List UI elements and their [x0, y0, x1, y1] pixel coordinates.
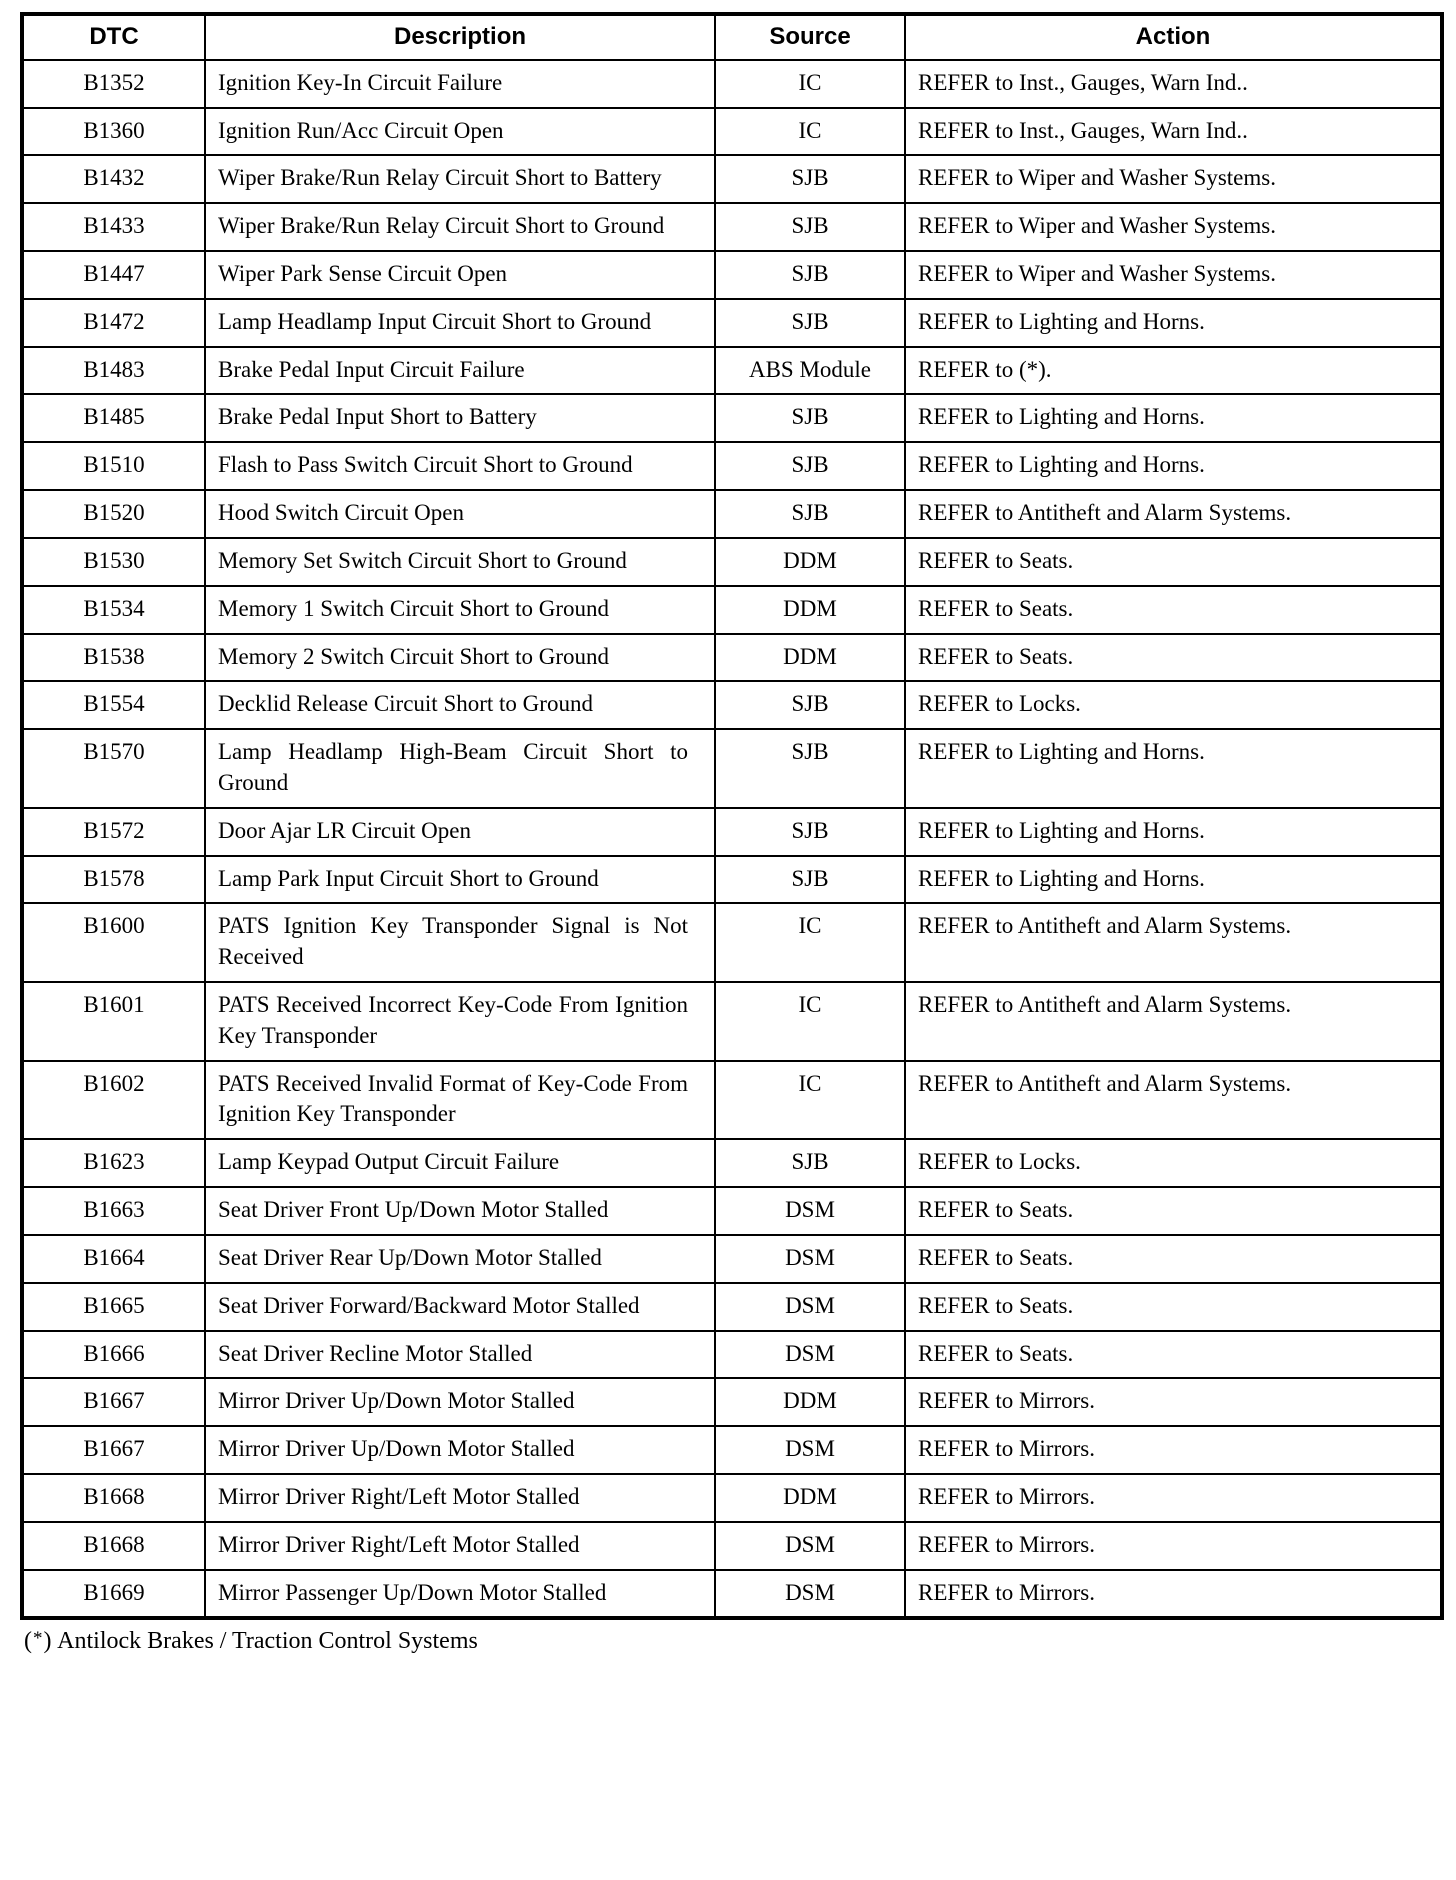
cell-source: DDM [715, 1474, 905, 1522]
cell-dtc: B1483 [22, 347, 205, 395]
cell-action: REFER to Inst., Gauges, Warn Ind.. [905, 60, 1442, 108]
table-row [22, 299, 1442, 347]
cell-dtc: B1520 [22, 490, 205, 538]
cell-action: REFER to Mirrors. [905, 1522, 1442, 1570]
cell-source: IC [715, 982, 905, 1061]
cell-action: REFER to Mirrors. [905, 1426, 1442, 1474]
footnote-marker: (*) [24, 1628, 53, 1655]
cell-description: PATS Received Invalid Format of Key-Code From Ignition Key Transponder [205, 1061, 715, 1140]
cell-source: DDM [715, 634, 905, 682]
cell-description: Memory 1 Switch Circuit Short to Ground [205, 586, 715, 634]
cell-source: SJB [715, 1139, 905, 1187]
table-row [22, 1283, 1442, 1331]
cell-action: REFER to Lighting and Horns. [905, 394, 1442, 442]
cell-dtc: B1352 [22, 60, 205, 108]
cell-source: SJB [715, 155, 905, 203]
table-row [22, 856, 1442, 904]
cell-source: SJB [715, 729, 905, 808]
cell-source: IC [715, 60, 905, 108]
cell-dtc: B1433 [22, 203, 205, 251]
cell-dtc: B1667 [22, 1426, 205, 1474]
cell-source: DSM [715, 1283, 905, 1331]
cell-dtc: B1472 [22, 299, 205, 347]
cell-description: Lamp Keypad Output Circuit Failure [205, 1139, 715, 1187]
cell-dtc: B1663 [22, 1187, 205, 1235]
cell-dtc: B1530 [22, 538, 205, 586]
cell-dtc: B1572 [22, 808, 205, 856]
column-header-dtc: DTC [22, 14, 205, 60]
cell-dtc: B1601 [22, 982, 205, 1061]
cell-action: REFER to Locks. [905, 681, 1442, 729]
asterisk-marker: * [33, 1628, 44, 1650]
cell-source: DSM [715, 1522, 905, 1570]
table-row [22, 1187, 1442, 1235]
cell-source: DSM [715, 1187, 905, 1235]
cell-action: REFER to Inst., Gauges, Warn Ind.. [905, 108, 1442, 156]
cell-source: SJB [715, 442, 905, 490]
table-row [22, 634, 1442, 682]
table-row [22, 538, 1442, 586]
cell-description: Wiper Brake/Run Relay Circuit Short to Battery [205, 155, 715, 203]
cell-source: IC [715, 108, 905, 156]
table-row [22, 251, 1442, 299]
cell-dtc: B1600 [22, 903, 205, 982]
cell-action: REFER to Mirrors. [905, 1570, 1442, 1619]
cell-action: REFER to Lighting and Horns. [905, 729, 1442, 808]
cell-source: SJB [715, 490, 905, 538]
table-row [22, 729, 1442, 808]
cell-dtc: B1447 [22, 251, 205, 299]
cell-dtc: B1432 [22, 155, 205, 203]
cell-action: REFER to Seats. [905, 538, 1442, 586]
table-row [22, 982, 1442, 1061]
table-row [22, 681, 1442, 729]
cell-action: REFER to Antitheft and Alarm Systems. [905, 982, 1442, 1061]
cell-action: REFER to Lighting and Horns. [905, 808, 1442, 856]
table-row [22, 108, 1442, 156]
table-row [22, 490, 1442, 538]
cell-description: Brake Pedal Input Short to Battery [205, 394, 715, 442]
cell-source: SJB [715, 299, 905, 347]
cell-action: REFER to Antitheft and Alarm Systems. [905, 1061, 1442, 1140]
cell-description: Hood Switch Circuit Open [205, 490, 715, 538]
cell-description: Seat Driver Rear Up/Down Motor Stalled [205, 1235, 715, 1283]
footnote-text: Antilock Brakes / Traction Control Systems [52, 1628, 478, 1655]
cell-dtc: B1510 [22, 442, 205, 490]
cell-description: Wiper Park Sense Circuit Open [205, 251, 715, 299]
cell-description: Flash to Pass Switch Circuit Short to Ground [205, 442, 715, 490]
cell-description: Memory Set Switch Circuit Short to Ground [205, 538, 715, 586]
cell-dtc: B1623 [22, 1139, 205, 1187]
table-header [22, 14, 1442, 60]
cell-action: REFER to Wiper and Washer Systems. [905, 251, 1442, 299]
cell-description: Door Ajar LR Circuit Open [205, 808, 715, 856]
table-row [22, 1426, 1442, 1474]
table-row [22, 347, 1442, 395]
dtc-table-body [22, 60, 1442, 1619]
cell-source: DDM [715, 586, 905, 634]
cell-action: REFER to Seats. [905, 1187, 1442, 1235]
cell-dtc: B1538 [22, 634, 205, 682]
column-header-source: Source [715, 14, 905, 60]
cell-description: Lamp Headlamp High-Beam Circuit Short to Ground [205, 729, 715, 808]
cell-action: REFER to (*). [905, 347, 1442, 395]
cell-dtc: B1668 [22, 1522, 205, 1570]
cell-description: Lamp Park Input Circuit Short to Ground [205, 856, 715, 904]
cell-description: Ignition Run/Acc Circuit Open [205, 108, 715, 156]
cell-action: REFER to Seats. [905, 1283, 1442, 1331]
column-header-description: Description [205, 14, 715, 60]
cell-action: REFER to Seats. [905, 1235, 1442, 1283]
cell-source: ABS Module [715, 347, 905, 395]
cell-description: Brake Pedal Input Circuit Failure [205, 347, 715, 395]
cell-source: DSM [715, 1426, 905, 1474]
cell-dtc: B1666 [22, 1331, 205, 1379]
cell-source: DSM [715, 1570, 905, 1619]
cell-description: Lamp Headlamp Input Circuit Short to Ground [205, 299, 715, 347]
cell-source: DDM [715, 1378, 905, 1426]
cell-description: Mirror Driver Up/Down Motor Stalled [205, 1426, 715, 1474]
cell-dtc: B1668 [22, 1474, 205, 1522]
table-row [22, 394, 1442, 442]
cell-action: REFER to Mirrors. [905, 1378, 1442, 1426]
cell-action: REFER to Antitheft and Alarm Systems. [905, 903, 1442, 982]
table-row [22, 1378, 1442, 1426]
cell-dtc: B1570 [22, 729, 205, 808]
cell-source: IC [715, 1061, 905, 1140]
column-header-action: Action [905, 14, 1442, 60]
cell-source: SJB [715, 203, 905, 251]
cell-description: Mirror Driver Right/Left Motor Stalled [205, 1474, 715, 1522]
cell-dtc: B1360 [22, 108, 205, 156]
cell-description: Ignition Key-In Circuit Failure [205, 60, 715, 108]
cell-action: REFER to Wiper and Washer Systems. [905, 203, 1442, 251]
table-row [22, 442, 1442, 490]
cell-dtc: B1669 [22, 1570, 205, 1619]
cell-source: SJB [715, 808, 905, 856]
cell-source: SJB [715, 856, 905, 904]
cell-dtc: B1664 [22, 1235, 205, 1283]
cell-dtc: B1665 [22, 1283, 205, 1331]
cell-action: REFER to Seats. [905, 586, 1442, 634]
table-row [22, 155, 1442, 203]
cell-action: REFER to Wiper and Washer Systems. [905, 155, 1442, 203]
table-row [22, 1061, 1442, 1140]
cell-description: Mirror Driver Right/Left Motor Stalled [205, 1522, 715, 1570]
table-row [22, 903, 1442, 982]
table-row [22, 808, 1442, 856]
cell-description: Wiper Brake/Run Relay Circuit Short to Ground [205, 203, 715, 251]
cell-description: Mirror Passenger Up/Down Motor Stalled [205, 1570, 715, 1619]
cell-dtc: B1602 [22, 1061, 205, 1140]
cell-action: REFER to Seats. [905, 634, 1442, 682]
cell-action: REFER to Lighting and Horns. [905, 299, 1442, 347]
header-row [22, 14, 1442, 60]
cell-action: REFER to Seats. [905, 1331, 1442, 1379]
cell-source: SJB [715, 251, 905, 299]
table-row [22, 60, 1442, 108]
cell-dtc: B1578 [22, 856, 205, 904]
cell-description: Memory 2 Switch Circuit Short to Ground [205, 634, 715, 682]
cell-action: REFER to Lighting and Horns. [905, 442, 1442, 490]
cell-source: DSM [715, 1331, 905, 1379]
cell-description: PATS Received Incorrect Key-Code From Ignition Key Transponder [205, 982, 715, 1061]
table-row [22, 1139, 1442, 1187]
cell-dtc: B1667 [22, 1378, 205, 1426]
cell-description: Seat Driver Front Up/Down Motor Stalled [205, 1187, 715, 1235]
cell-source: DDM [715, 538, 905, 586]
footnote [24, 1628, 1440, 1655]
cell-source: IC [715, 903, 905, 982]
cell-description: Seat Driver Recline Motor Stalled [205, 1331, 715, 1379]
cell-dtc: B1554 [22, 681, 205, 729]
cell-source: SJB [715, 394, 905, 442]
cell-action: REFER to Lighting and Horns. [905, 856, 1442, 904]
cell-source: DSM [715, 1235, 905, 1283]
cell-description: PATS Ignition Key Transponder Signal is Not Received [205, 903, 715, 982]
table-row [22, 1331, 1442, 1379]
dtc-table [20, 12, 1444, 1620]
table-row [22, 203, 1442, 251]
cell-action: REFER to Locks. [905, 1139, 1442, 1187]
table-row [22, 1522, 1442, 1570]
cell-description: Decklid Release Circuit Short to Ground [205, 681, 715, 729]
cell-dtc: B1534 [22, 586, 205, 634]
cell-source: SJB [715, 681, 905, 729]
table-row [22, 586, 1442, 634]
table-row [22, 1570, 1442, 1619]
cell-action: REFER to Mirrors. [905, 1474, 1442, 1522]
cell-description: Mirror Driver Up/Down Motor Stalled [205, 1378, 715, 1426]
cell-description: Seat Driver Forward/Backward Motor Stalled [205, 1283, 715, 1331]
cell-action: REFER to Antitheft and Alarm Systems. [905, 490, 1442, 538]
table-row [22, 1474, 1442, 1522]
cell-dtc: B1485 [22, 394, 205, 442]
table-row [22, 1235, 1442, 1283]
